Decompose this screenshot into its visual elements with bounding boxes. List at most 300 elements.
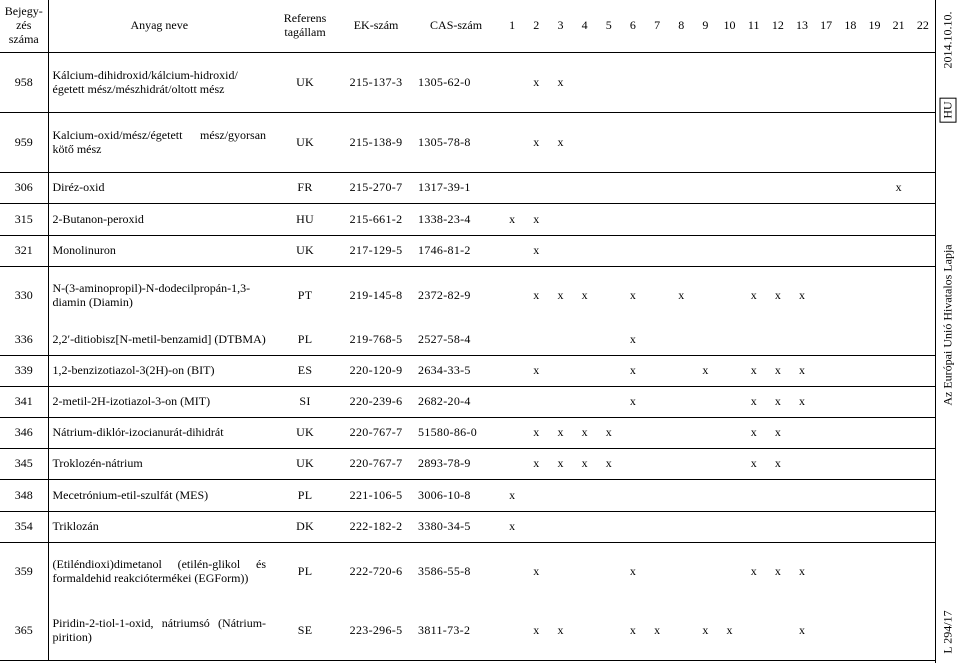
product-type-mark — [814, 480, 838, 511]
product-type-mark — [645, 113, 669, 173]
product-type-mark — [838, 235, 862, 266]
header-name: Anyag neve — [48, 0, 270, 53]
product-type-mark — [911, 173, 935, 204]
product-type-mark — [717, 480, 741, 511]
product-type-mark — [500, 235, 524, 266]
product-type-mark — [669, 355, 693, 386]
substance-name: 2,2′-ditiobisz[N-metil-benzamid] (DTBMA) — [52, 332, 266, 347]
product-type-mark — [669, 113, 693, 173]
substance-name: Diréz-oxid — [52, 180, 105, 195]
product-type-mark — [717, 204, 741, 235]
product-type-mark — [645, 542, 669, 601]
product-type-mark — [500, 266, 524, 325]
product-type-mark — [669, 511, 693, 542]
product-type-mark: x — [774, 564, 781, 579]
product-type-mark — [548, 204, 572, 235]
product-type-mark — [500, 173, 524, 204]
substance-name: (Etiléndioxi)dimetanol (etilén-glikol és formaldehid reakciótermékei (EGForm)) — [52, 557, 267, 585]
ec-number: 220-767-7 — [349, 425, 403, 440]
product-type-mark — [717, 511, 741, 542]
substance-name: Triklozán — [52, 518, 99, 533]
product-type-mark — [814, 53, 838, 113]
product-type-mark — [524, 325, 548, 355]
product-type-mark — [693, 418, 717, 449]
ec-number: 215-661-2 — [349, 211, 403, 226]
product-type-mark — [887, 204, 911, 235]
product-type-mark: x — [774, 363, 781, 378]
product-type-mark — [717, 173, 741, 204]
product-type-mark — [693, 266, 717, 325]
product-type-mark — [887, 418, 911, 449]
entry-number: 958 — [0, 53, 48, 113]
product-type-mark: x — [750, 456, 757, 471]
product-type-mark — [597, 204, 621, 235]
product-type-mark — [717, 418, 741, 449]
product-type-mark — [790, 235, 814, 266]
product-type-mark — [669, 173, 693, 204]
reference-member-state: SE — [297, 622, 313, 637]
product-type-mark — [814, 204, 838, 235]
product-type-mark — [548, 355, 572, 386]
header-col: 7 — [645, 0, 669, 53]
reference-member-state: PL — [297, 332, 313, 347]
product-type-mark: x — [509, 518, 516, 533]
entry-number: 336 — [0, 325, 48, 355]
product-type-mark — [814, 235, 838, 266]
product-type-mark — [790, 113, 814, 173]
product-type-mark — [717, 235, 741, 266]
product-type-mark — [621, 173, 645, 204]
cas-number: 2527-58-4 — [418, 332, 471, 347]
product-type-mark — [911, 204, 935, 235]
substance-name: 2-metil-2H-izotiazol-3-on (MIT) — [52, 394, 211, 409]
product-type-mark — [766, 204, 790, 235]
product-type-mark — [597, 601, 621, 660]
product-type-mark — [597, 480, 621, 511]
header-col: 2 — [524, 0, 548, 53]
product-type-mark — [669, 480, 693, 511]
product-type-mark: x — [533, 134, 540, 149]
product-type-mark — [887, 325, 911, 355]
product-type-mark — [814, 601, 838, 660]
reference-member-state: UK — [296, 74, 314, 89]
product-type-mark — [911, 480, 935, 511]
product-type-mark: x — [533, 242, 540, 257]
product-type-mark — [742, 601, 766, 660]
product-type-mark — [838, 113, 862, 173]
product-type-mark — [742, 113, 766, 173]
reference-member-state: HU — [296, 211, 314, 226]
product-type-mark — [717, 266, 741, 325]
cas-number: 1305-78-8 — [418, 134, 471, 149]
product-type-mark: x — [605, 456, 612, 471]
product-type-mark — [887, 449, 911, 480]
product-type-mark — [669, 387, 693, 418]
product-type-mark: x — [774, 394, 781, 409]
product-type-mark — [621, 204, 645, 235]
product-type-mark — [693, 511, 717, 542]
cas-number: 1746-81-2 — [418, 242, 471, 257]
product-type-mark: x — [678, 288, 685, 303]
product-type-mark: x — [629, 622, 636, 637]
product-type-mark — [862, 53, 886, 113]
product-type-mark — [524, 173, 548, 204]
product-type-mark: x — [581, 425, 588, 440]
product-type-mark — [862, 449, 886, 480]
product-type-mark — [838, 266, 862, 325]
product-type-mark: x — [629, 288, 636, 303]
product-type-mark: x — [581, 288, 588, 303]
product-type-mark — [645, 480, 669, 511]
product-type-mark — [645, 355, 669, 386]
header-col: 12 — [766, 0, 790, 53]
product-type-mark — [862, 204, 886, 235]
product-type-mark — [838, 511, 862, 542]
header-id: Bejegy- zés száma — [0, 0, 48, 53]
product-type-mark: x — [799, 394, 805, 409]
product-type-mark — [862, 266, 886, 325]
product-type-mark: x — [702, 363, 709, 378]
product-type-mark — [790, 418, 814, 449]
product-type-mark — [862, 542, 886, 601]
product-type-mark: x — [533, 74, 540, 89]
entry-number: 354 — [0, 511, 48, 542]
product-type-mark — [597, 266, 621, 325]
product-type-mark: x — [557, 456, 564, 471]
ec-number: 222-720-6 — [349, 564, 403, 579]
header-col: 17 — [814, 0, 838, 53]
product-type-mark — [862, 387, 886, 418]
product-type-mark — [887, 235, 911, 266]
product-type-mark — [766, 511, 790, 542]
product-type-mark — [621, 235, 645, 266]
product-type-mark: x — [750, 425, 757, 440]
product-type-mark — [838, 449, 862, 480]
product-type-mark — [645, 235, 669, 266]
cas-number: 2372-82-9 — [418, 288, 471, 303]
product-type-mark — [693, 542, 717, 601]
product-type-mark — [790, 511, 814, 542]
product-type-mark — [838, 325, 862, 355]
product-type-mark — [669, 449, 693, 480]
cas-number: 3811-73-2 — [418, 622, 471, 637]
product-type-mark — [500, 418, 524, 449]
product-type-mark — [645, 511, 669, 542]
product-type-mark — [548, 387, 572, 418]
product-type-mark — [766, 235, 790, 266]
product-type-mark — [645, 387, 669, 418]
product-type-mark — [911, 449, 935, 480]
product-type-mark — [500, 449, 524, 480]
product-type-mark — [887, 511, 911, 542]
header-col: 8 — [669, 0, 693, 53]
product-type-mark — [790, 449, 814, 480]
header-col: 19 — [862, 0, 886, 53]
reference-member-state: ES — [297, 363, 313, 378]
product-type-mark — [717, 355, 741, 386]
product-type-mark — [887, 480, 911, 511]
product-type-mark — [548, 173, 572, 204]
product-type-mark — [645, 418, 669, 449]
product-type-mark — [693, 204, 717, 235]
table-row — [0, 53, 935, 113]
product-type-mark — [669, 53, 693, 113]
entry-number: 339 — [0, 355, 48, 386]
margin-language-code: HU — [936, 90, 960, 130]
cas-number: 3586-55-8 — [418, 564, 471, 579]
product-type-mark: x — [799, 363, 805, 378]
header-col: 4 — [573, 0, 597, 53]
product-type-mark: x — [726, 622, 733, 637]
product-type-mark: x — [533, 211, 540, 226]
cas-number: 1317-39-1 — [418, 180, 471, 195]
cas-number: 1305-62-0 — [418, 74, 471, 89]
product-type-mark — [814, 542, 838, 601]
product-type-mark — [838, 355, 862, 386]
product-type-mark — [548, 325, 572, 355]
product-type-mark — [717, 53, 741, 113]
product-type-mark — [838, 542, 862, 601]
product-type-mark — [790, 173, 814, 204]
product-type-mark — [742, 204, 766, 235]
product-type-mark: x — [629, 332, 636, 347]
product-type-mark: x — [750, 394, 757, 409]
product-type-mark — [597, 387, 621, 418]
product-type-mark — [597, 113, 621, 173]
ec-number: 215-137-3 — [349, 74, 403, 89]
margin-page-number: L 294/17 — [940, 609, 955, 654]
entry-number: 365 — [0, 601, 48, 660]
product-type-mark — [911, 511, 935, 542]
product-type-mark — [862, 601, 886, 660]
entry-number: 348 — [0, 480, 48, 511]
product-type-mark: x — [799, 288, 805, 303]
product-type-mark — [693, 113, 717, 173]
product-type-mark — [524, 387, 548, 418]
product-type-mark — [500, 355, 524, 386]
ec-number: 217-129-5 — [349, 242, 403, 257]
substance-name: Kalcium-oxid/mész/égetett mész/gyorsan kötő mész — [52, 127, 267, 156]
product-type-mark — [790, 53, 814, 113]
product-type-mark — [621, 511, 645, 542]
entry-number: 345 — [0, 449, 48, 480]
product-type-mark: x — [654, 622, 661, 637]
entry-number: 321 — [0, 235, 48, 266]
product-type-mark — [911, 355, 935, 386]
product-type-mark: x — [557, 74, 564, 89]
product-type-mark — [790, 204, 814, 235]
product-type-mark — [742, 325, 766, 355]
product-type-mark — [621, 449, 645, 480]
header-col: 13 — [790, 0, 814, 53]
product-type-mark — [742, 480, 766, 511]
product-type-mark — [766, 173, 790, 204]
entry-number: 959 — [0, 113, 48, 173]
product-type-mark: x — [509, 487, 516, 502]
header-ec: EK-szám — [340, 0, 412, 53]
product-type-mark — [766, 113, 790, 173]
product-type-mark — [500, 325, 524, 355]
product-type-mark — [887, 542, 911, 601]
product-type-mark — [621, 53, 645, 113]
product-type-mark — [766, 53, 790, 113]
product-type-mark — [548, 480, 572, 511]
product-type-mark — [573, 235, 597, 266]
product-type-mark — [597, 53, 621, 113]
product-type-mark — [814, 511, 838, 542]
product-type-mark — [911, 325, 935, 355]
ec-number: 222-182-2 — [349, 518, 403, 533]
header-col: 18 — [838, 0, 862, 53]
entry-number: 341 — [0, 387, 48, 418]
product-type-mark — [717, 449, 741, 480]
product-type-mark — [838, 480, 862, 511]
substance-name: Nátrium-diklór-izocianurát-dihidrát — [52, 425, 224, 440]
product-type-mark: x — [750, 288, 757, 303]
product-type-mark — [862, 355, 886, 386]
product-type-mark: x — [702, 622, 709, 637]
product-type-mark — [597, 325, 621, 355]
product-type-mark — [573, 480, 597, 511]
product-type-mark: x — [774, 456, 781, 471]
reference-member-state: DK — [296, 518, 314, 533]
product-type-mark — [669, 542, 693, 601]
product-type-mark — [524, 511, 548, 542]
product-type-mark — [669, 235, 693, 266]
product-type-mark: x — [629, 363, 636, 378]
ec-number: 220-767-7 — [349, 456, 403, 471]
header-col: 22 — [911, 0, 935, 53]
table-row — [0, 387, 935, 418]
product-type-mark — [597, 511, 621, 542]
substance-name: 2-Butanon-peroxid — [52, 211, 144, 226]
product-type-mark — [911, 235, 935, 266]
product-type-mark: x — [557, 425, 564, 440]
product-type-mark — [573, 542, 597, 601]
product-type-mark — [887, 355, 911, 386]
table-row — [0, 266, 935, 325]
product-type-mark: x — [799, 622, 805, 637]
product-type-mark: x — [895, 180, 902, 195]
product-type-mark — [500, 113, 524, 173]
product-type-mark: x — [557, 622, 564, 637]
product-type-mark: x — [605, 425, 612, 440]
product-type-mark — [693, 480, 717, 511]
product-type-mark — [573, 355, 597, 386]
product-type-mark — [790, 480, 814, 511]
product-type-mark — [862, 480, 886, 511]
ec-number: 223-296-5 — [349, 622, 403, 637]
margin-journal-title: Az Európai Unió Hivatalos Lapja — [940, 244, 955, 406]
product-type-mark — [766, 601, 790, 660]
product-type-mark — [814, 418, 838, 449]
ec-number: 221-106-5 — [349, 487, 403, 502]
product-type-mark — [814, 173, 838, 204]
product-type-mark — [838, 601, 862, 660]
entry-number: 330 — [0, 266, 48, 325]
product-type-mark — [814, 113, 838, 173]
product-type-mark — [693, 387, 717, 418]
product-type-mark — [838, 53, 862, 113]
product-type-mark — [669, 325, 693, 355]
cas-number: 3006-10-8 — [418, 487, 471, 502]
product-type-mark — [693, 449, 717, 480]
product-type-mark — [862, 235, 886, 266]
product-type-mark — [597, 235, 621, 266]
substance-name: Piridin-2-tiol-1-oxid, nátriumsó (Nátrium-pirition) — [52, 615, 267, 644]
product-type-mark — [862, 113, 886, 173]
product-type-mark — [573, 173, 597, 204]
product-type-mark — [548, 235, 572, 266]
product-type-mark: x — [774, 288, 781, 303]
entry-number: 315 — [0, 204, 48, 235]
product-type-mark — [911, 601, 935, 660]
product-type-mark — [717, 542, 741, 601]
substance-name: 1,2-benzizotiazol-3(2H)-on (BIT) — [52, 363, 215, 378]
product-type-mark: x — [533, 564, 540, 579]
product-type-mark — [548, 542, 572, 601]
product-type-mark — [766, 325, 790, 355]
product-type-mark — [693, 173, 717, 204]
table-row — [0, 235, 935, 266]
product-type-mark — [814, 266, 838, 325]
table-row — [0, 449, 935, 480]
ec-number: 215-270-7 — [349, 180, 403, 195]
product-type-mark — [887, 601, 911, 660]
reference-member-state: PL — [297, 487, 313, 502]
product-type-mark — [911, 418, 935, 449]
product-type-mark — [573, 204, 597, 235]
product-type-mark — [524, 480, 548, 511]
reference-member-state: UK — [296, 134, 314, 149]
table-row — [0, 113, 935, 173]
product-type-mark — [742, 173, 766, 204]
product-type-mark — [838, 204, 862, 235]
product-type-mark — [911, 266, 935, 325]
entry-number: 359 — [0, 542, 48, 601]
header-col: 10 — [717, 0, 741, 53]
ec-number: 220-120-9 — [349, 363, 403, 378]
product-type-mark — [645, 53, 669, 113]
product-type-mark — [573, 53, 597, 113]
cas-number: 3380-34-5 — [418, 518, 471, 533]
table-row — [0, 355, 935, 386]
product-type-mark — [645, 204, 669, 235]
product-type-mark — [862, 173, 886, 204]
product-type-mark — [621, 418, 645, 449]
product-type-mark — [887, 113, 911, 173]
product-type-mark: x — [533, 288, 540, 303]
product-type-mark — [500, 542, 524, 601]
product-type-mark: x — [533, 456, 540, 471]
reference-member-state: FR — [297, 180, 313, 195]
product-type-mark — [645, 266, 669, 325]
product-type-mark — [573, 511, 597, 542]
product-type-mark — [693, 53, 717, 113]
product-type-mark — [597, 173, 621, 204]
product-type-mark — [597, 542, 621, 601]
product-type-mark — [717, 325, 741, 355]
product-type-mark — [621, 480, 645, 511]
product-type-mark — [500, 387, 524, 418]
cas-number: 51580-86-0 — [418, 425, 478, 440]
header-col: 9 — [693, 0, 717, 53]
reference-member-state: PL — [297, 564, 313, 579]
product-type-mark — [645, 325, 669, 355]
product-type-mark: x — [750, 564, 757, 579]
product-type-mark: x — [533, 622, 540, 637]
table-row — [0, 204, 935, 235]
